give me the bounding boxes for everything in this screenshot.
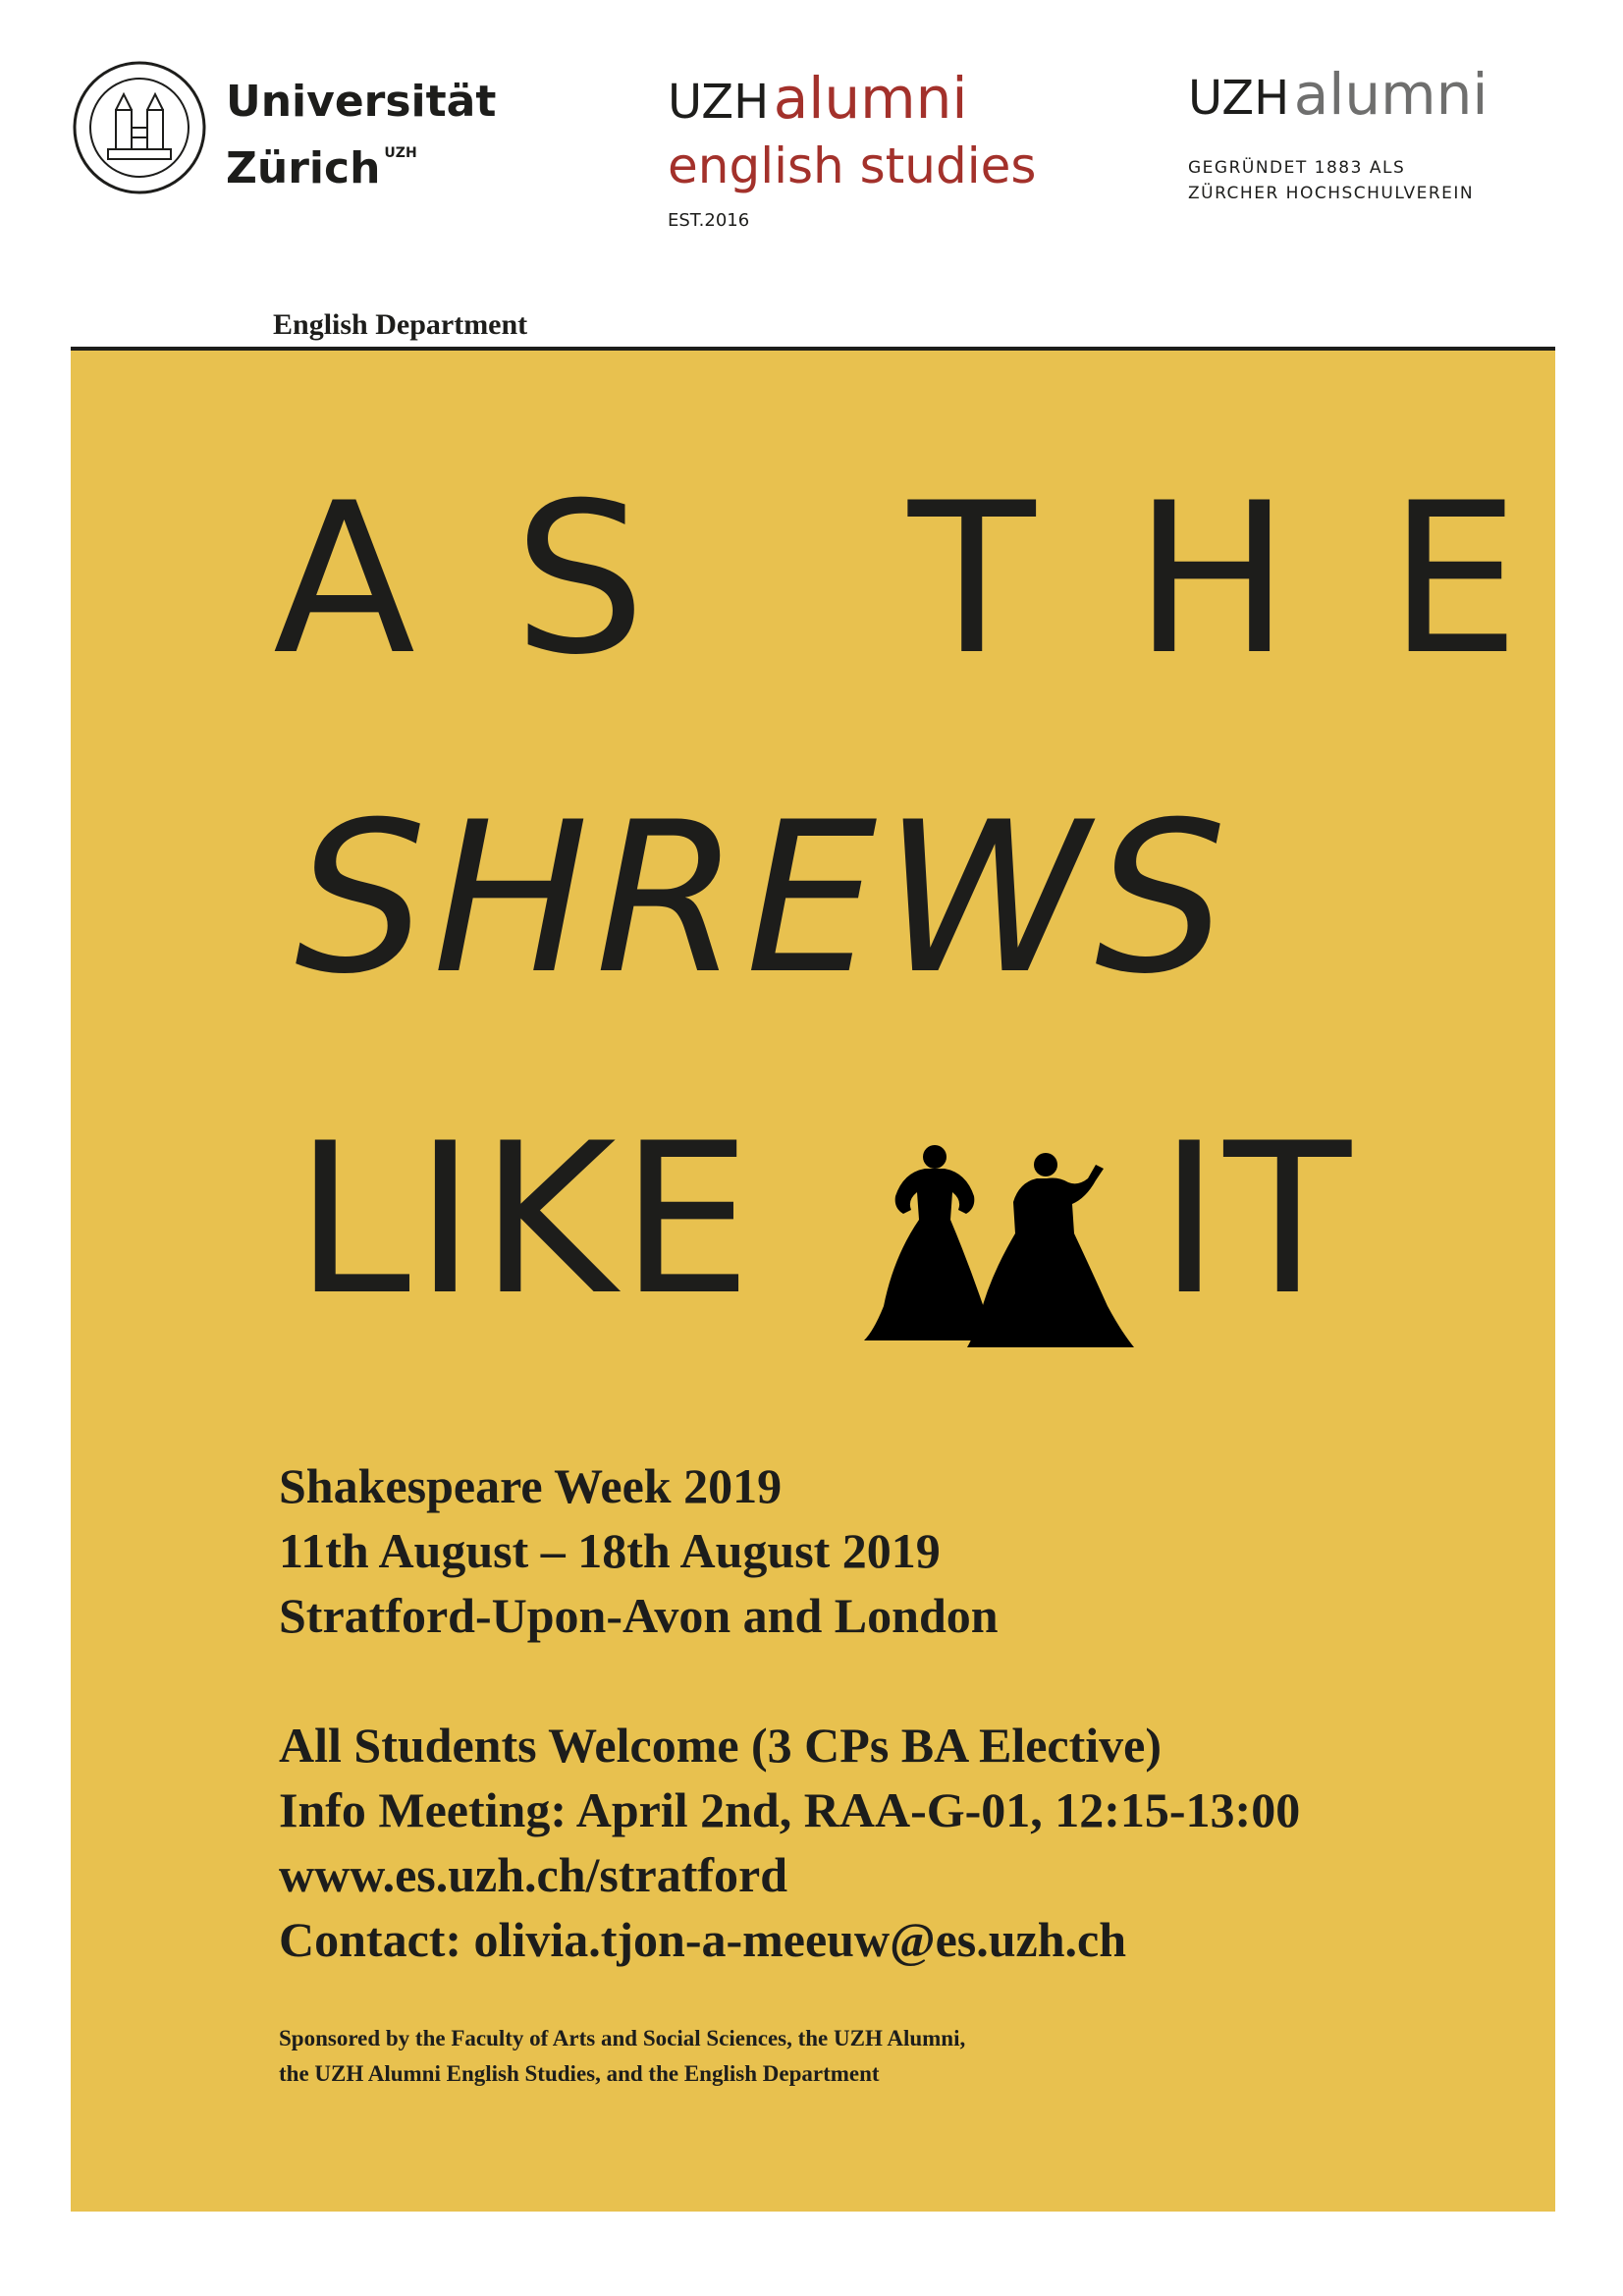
sponsor-line1: Sponsored by the Faculty of Arts and Social Sciences, the UZH Alumni,: [279, 2026, 966, 2050]
sponsor-note: [279, 2021, 965, 2092]
event-line: Shakespeare Week 2019: [279, 1458, 783, 1513]
university-seal-icon: [71, 59, 208, 196]
university-name-line1: Universität: [226, 77, 497, 127]
department-label: English Department: [273, 308, 528, 341]
alumni-english-studies-logo: [668, 65, 1100, 242]
alumni-logo-sub2: ZÜRCHER HOCHSCHULVEREIN: [1188, 184, 1475, 203]
event-contact: Contact: olivia.tjon-a-meeuw@es.uzh.ch: [279, 1912, 1127, 1967]
uzh-alumni-logo: [1188, 61, 1581, 208]
title-line3-right: IT: [1159, 1098, 1356, 1340]
two-ladies-silhouette-icon: [864, 1139, 1139, 1350]
university-logo: [71, 59, 503, 206]
event-line: Stratford-Upon-Avon and London: [279, 1588, 999, 1643]
es-logo-alumni: alumni: [773, 65, 968, 132]
event-website: www.es.uzh.ch/stratford: [279, 1847, 788, 1902]
es-logo-established: EST.2016: [668, 210, 750, 231]
alumni-logo-uzh: UZH: [1188, 71, 1290, 126]
title-line3-left: LIKE: [295, 1098, 756, 1340]
title-line1: AS THE: [273, 458, 1618, 700]
title-line2: SHREWS: [295, 777, 1233, 1019]
uzh-superscript: UZH: [384, 145, 417, 161]
alumni-logo-alumni: alumni: [1293, 61, 1488, 128]
es-logo-subtitle: english studies: [668, 137, 1037, 194]
event-info-line: All Students Welcome (3 CPs BA Elective): [279, 1718, 1162, 1773]
university-name-line2: Zürich: [226, 143, 381, 193]
event-info: [279, 1713, 1300, 1972]
es-logo-uzh: UZH: [668, 75, 770, 130]
event-info-line: Info Meeting: April 2nd, RAA-G-01, 12:15-13:00: [279, 1782, 1301, 1837]
alumni-logo-sub1: GEGRÜNDET 1883 ALS: [1188, 158, 1406, 178]
event-line: 11th August – 18th August 2019: [279, 1523, 941, 1578]
event-details: [279, 1453, 999, 1648]
sponsor-line2: the UZH Alumni English Studies, and the English Department: [279, 2061, 880, 2086]
